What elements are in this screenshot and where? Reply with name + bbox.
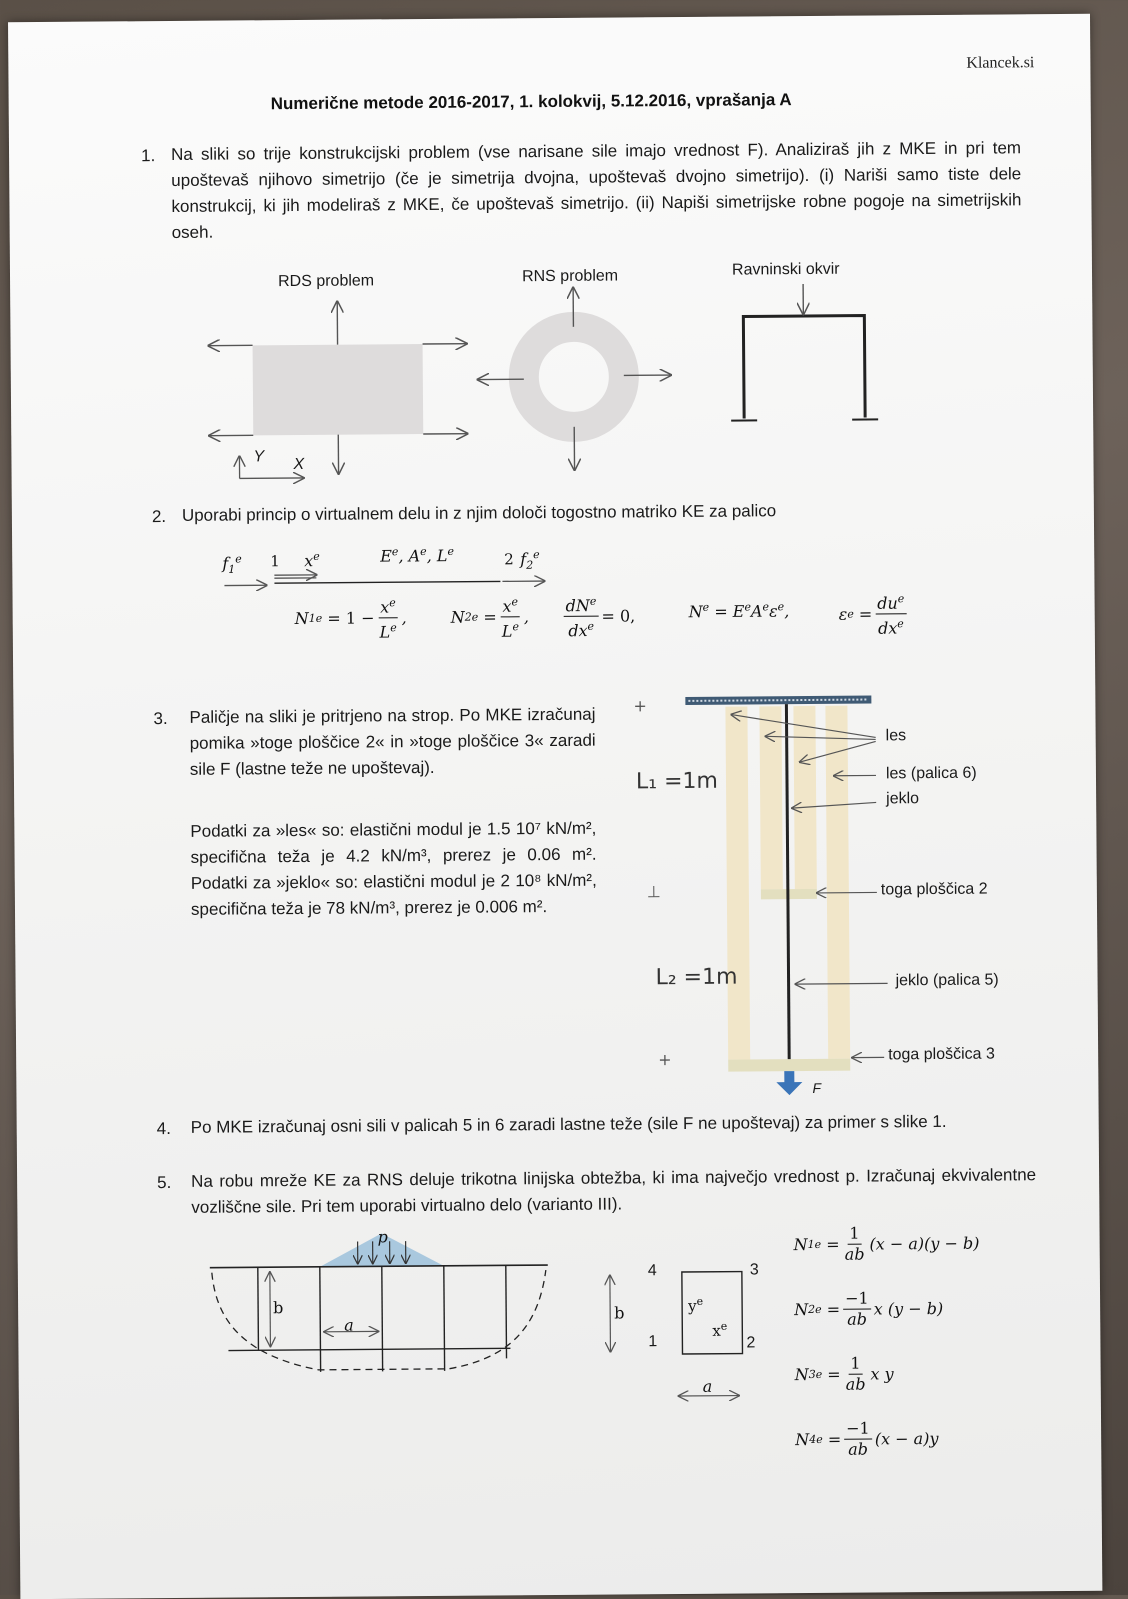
el-label-a: a bbox=[703, 1377, 713, 1396]
truss-figure bbox=[633, 694, 888, 1096]
force-arrow-F bbox=[776, 1071, 802, 1095]
q2-text: Uporabi princip o virtualnem delu in z njim določi togostno matriko KE za palico bbox=[182, 496, 1002, 528]
figures-layer bbox=[8, 14, 1102, 1599]
site-name: Klancek.si bbox=[966, 54, 1034, 73]
q1-label-rds: RDS problem bbox=[278, 272, 374, 291]
q2-f2: $f_2^e$ bbox=[520, 548, 540, 572]
wood-bar-inner-right bbox=[793, 706, 816, 889]
el-label-xe: $x^e$ bbox=[712, 1320, 727, 1340]
mesh-v3 bbox=[382, 1266, 383, 1371]
q1-axis-x: X bbox=[293, 456, 304, 474]
q2-eq-ne: $N^e = E^eA^e\varepsilon^e$, bbox=[689, 600, 790, 621]
label-toga-ploscica-2: toga ploščica 2 bbox=[881, 881, 988, 900]
hand-tick-3: + bbox=[658, 1050, 672, 1069]
q2-eq-eps: ε e = $\frac{du^e}{dx^e}$ bbox=[838, 589, 909, 639]
node-1: 1 bbox=[648, 1333, 657, 1351]
q2-eq-dn: $\frac{dN^e}{dx^e}$ = 0, bbox=[561, 591, 636, 641]
rns-figure bbox=[477, 287, 671, 471]
q2-eq-n1: N 1 e = 1 − $\frac{x^e}{L^e}$ , bbox=[295, 593, 407, 644]
q5-label-b: b bbox=[273, 1298, 283, 1317]
hand-l2: L₂ =1m bbox=[655, 965, 737, 991]
shape-fn-n4: N 4 e = $\frac{-1}{ab}$ (x − a)y bbox=[795, 1418, 939, 1460]
mesh-v2 bbox=[320, 1267, 321, 1372]
steel-bar bbox=[786, 704, 789, 1059]
mesh-v1 bbox=[258, 1267, 259, 1350]
hand-tick-2: ⊥ bbox=[647, 882, 661, 901]
q1-axis-y: Y bbox=[253, 448, 264, 466]
label-jeklo: jeklo bbox=[886, 790, 919, 808]
q4-text: Po MKE izračunaj osni sili v palicah 5 in 6 zaradi lastne teže (sile F ne upoštevaj) za primer s slike 1. bbox=[191, 1108, 1041, 1141]
q5-label-p: p bbox=[377, 1227, 387, 1246]
rigid-plate-3 bbox=[728, 1059, 850, 1072]
dim-b bbox=[270, 1272, 271, 1346]
rns-ring bbox=[523, 326, 624, 427]
wood-bar-inner-left bbox=[759, 706, 782, 889]
q1-label-rns: RNS problem bbox=[522, 267, 618, 286]
el-label-ye: $y^e$ bbox=[688, 1295, 703, 1315]
frame-members bbox=[743, 316, 865, 419]
exam-paper bbox=[8, 14, 1102, 1599]
page-title: Numerične metode 2016-2017, 1. kolokvij, 5.12.2016, vprašanja A bbox=[271, 90, 792, 114]
element-dim-b bbox=[610, 1276, 611, 1352]
q5-label-a: a bbox=[344, 1316, 354, 1335]
leader-les-2 bbox=[766, 735, 876, 740]
mesh-mid bbox=[228, 1348, 510, 1350]
q2-eq-n2: N 2 e = $\frac{x^e}{L^e}$ , bbox=[451, 592, 530, 642]
rds-plate bbox=[253, 344, 424, 435]
q3-text: Paličje na sliki je pritrjeno na strop. Po MKE izračunaj pomika »toge ploščice 2« in »toge ploščice 3« zaradi sile F (lastne teže ne upoštevaj). bbox=[189, 702, 596, 783]
q2-node2: 2 bbox=[504, 550, 514, 568]
q2-f1: $f_1^e$ bbox=[222, 552, 242, 576]
q3-data: Podatki za »les« so: elastični modul je 1.5 10⁷ kN/m², specifična teža je 4.2 kN/m³, prerez je 0.06 m². Podatki za »jeklo« so: elastični modul je 2 10⁸ kN/m², specifična teža je 78 kN/m³, prerez je 0.006 m². bbox=[190, 816, 597, 923]
shape-fn-n3: N 3 e = $\frac{1}{ab}$ x y bbox=[795, 1353, 894, 1395]
q3-number: 3. bbox=[153, 709, 167, 729]
q2-xe: $x^e$ bbox=[304, 550, 320, 570]
node-3: 3 bbox=[750, 1261, 759, 1279]
label-les: les bbox=[886, 727, 907, 745]
label-toga-ploscica-3: toga ploščica 3 bbox=[888, 1046, 995, 1065]
label-jeklo-palica-5: jeklo (palica 5) bbox=[896, 971, 999, 990]
shape-fn-n2: N 2 e = $\frac{-1}{ab}$ x (y − b) bbox=[794, 1288, 943, 1330]
q2-node1: 1 bbox=[270, 552, 280, 570]
mesh-boundary bbox=[212, 1270, 547, 1371]
node-4: 4 bbox=[648, 1262, 657, 1280]
q5-number: 5. bbox=[157, 1173, 171, 1193]
mesh-figure bbox=[210, 1231, 743, 1400]
label-les-palica-6: les (palica 6) bbox=[886, 765, 977, 784]
bar-line bbox=[274, 581, 500, 583]
node-2: 2 bbox=[746, 1334, 755, 1352]
label-force-f: F bbox=[812, 1080, 821, 1096]
axis-x-arrow bbox=[240, 478, 304, 479]
el-label-b: b bbox=[614, 1303, 624, 1322]
frame-figure bbox=[730, 283, 878, 420]
q5-text: Na robu mreže KE za RNS deluje trikotna linijska obtežba, ki ima največjo vrednost p. Izračunaj ekvivalentne vozliščne sile. Pri tem uporabi virtualno delo (varianto III). bbox=[191, 1162, 1036, 1221]
q1-label-frame: Ravninski okvir bbox=[732, 261, 840, 280]
hand-tick-1: + bbox=[633, 696, 647, 715]
shape-fn-n1: N 1 e = $\frac{1}{ab}$ (x − a)(y − b) bbox=[793, 1223, 979, 1265]
q1-number: 1. bbox=[141, 146, 155, 166]
wood-bar-left bbox=[725, 706, 750, 1059]
mesh-v4 bbox=[444, 1266, 445, 1371]
q4-number: 4. bbox=[157, 1119, 171, 1139]
wood-bar-right bbox=[825, 706, 850, 1059]
rds-figure bbox=[208, 301, 467, 479]
leader-jeklo5 bbox=[796, 983, 888, 984]
q2-props: $E^e$, $A^e$, Le bbox=[380, 545, 454, 566]
mesh-v5 bbox=[506, 1265, 507, 1358]
bar-element-figure bbox=[224, 573, 544, 586]
q2-number: 2. bbox=[152, 507, 166, 527]
q1-text: Na sliki so trije konstrukcijski problem (vse narisane sile imajo vrednost F). Analiziraš jih z MKE in pri tem upoštevaš njihovo simetrijo (če je simetrija dvojna, upoštevaš dvojno simetrijo). (i) Nariši samo tiste dele konstrukcij, ki jih modeliraš z MKE, če upoštevaš simetrijo. (ii) Napiši simetrijske robne pogoje na simetrijskih oseh. bbox=[171, 135, 1022, 246]
hand-l1: L₁ =1m bbox=[636, 769, 718, 795]
